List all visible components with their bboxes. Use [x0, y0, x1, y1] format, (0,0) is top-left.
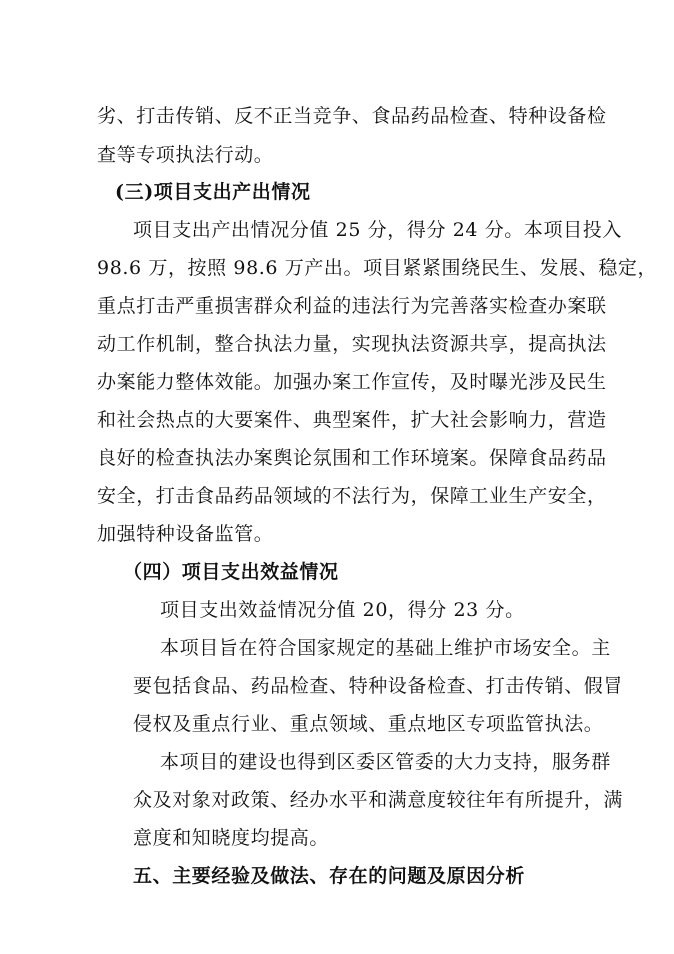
body-text-line: 项目支出产出情况分值 25 分，得分 24 分。本项目投入: [133, 219, 622, 241]
section-heading-3: (三)项目支出产出情况: [115, 181, 311, 203]
body-text-line: 意度和知晓度均提高。: [133, 827, 330, 849]
section-heading-5: 五、主要经验及做法、存在的问题及原因分析: [133, 865, 526, 887]
body-text-line: 劣、打击传销、反不正当竞争、食品药品检查、特种设备检: [97, 105, 607, 127]
body-text-line: 众及对象对政策、经办水平和满意度较往年有所提升，满: [133, 789, 624, 811]
body-text-line: 要包括食品、药品检查、特种设备检查、打击传销、假冒: [133, 675, 624, 697]
body-text-line: 98.6 万，按照 98.6 万产出。项目紧紧围绕民生、发展、稳定，: [97, 257, 658, 279]
body-text-line: 安全，打击食品药品领域的不法行为，保障工业生产安全，: [97, 485, 607, 507]
body-text-line: 和社会热点的大要案件、典型案件，扩大社会影响力，营造: [97, 409, 607, 431]
body-text-line: 加强特种设备监管。: [97, 523, 274, 545]
body-text-line: 本项目旨在符合国家规定的基础上维护市场安全。主: [160, 637, 611, 659]
body-text-line: 本项目的建设也得到区委区管委的大力支持，服务群: [160, 751, 611, 773]
body-text-line: 侵权及重点行业、重点领域、重点地区专项监管执法。: [133, 713, 604, 735]
body-text-line: 重点打击严重损害群众利益的违法行为完善落实检查办案联: [97, 295, 607, 317]
body-text-line: 良好的检查执法办案舆论氛围和工作环境案。保障食品药品: [97, 447, 607, 469]
section-heading-4: （四）项目支出效益情况: [123, 561, 339, 583]
body-text-line: 查等专项执法行动。: [97, 144, 274, 166]
body-text-line: 办案能力整体效能。加强办案工作宣传，及时曝光涉及民生: [97, 371, 607, 393]
body-text-line: 项目支出效益情况分值 20，得分 23 分。: [160, 599, 525, 621]
body-text-line: 动工作机制，整合执法力量，实现执法资源共享，提高执法: [97, 333, 607, 355]
